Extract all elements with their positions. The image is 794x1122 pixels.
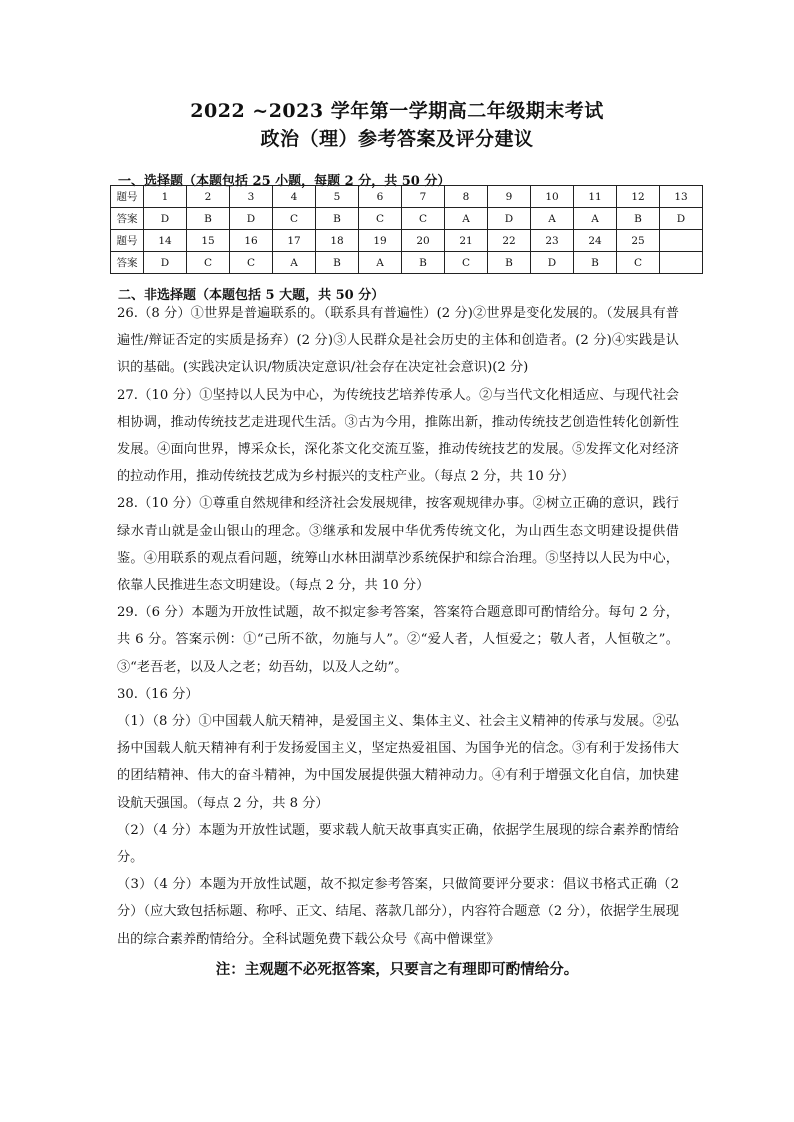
table-cell: 5 <box>316 186 359 208</box>
table-cell: C <box>230 252 273 274</box>
table-cell: D <box>531 252 574 274</box>
section2-heading: 二、非选择题（本题包括 5 大题，共 50 分） <box>118 288 385 303</box>
table-cell: 24 <box>574 230 617 252</box>
document-title: 2022 ~2023 学年第一学期高二年级期末考试 <box>190 100 604 122</box>
row-label: 题号 <box>111 186 144 208</box>
table-cell: 6 <box>359 186 402 208</box>
answer-body <box>117 300 679 953</box>
table-cell: C <box>445 252 488 274</box>
footer-note: 注：主观题不必死抠答案，只要言之有理即可酌情给分。 <box>215 961 579 978</box>
table-row <box>111 230 703 252</box>
answer-q28: 28.（10 分）①尊重自然规律和经济社会发展规律，按客观规律办事。②树立正确的意识，践行绿水青山就是金山银山的理念。③继承和发展中华优秀传统文化，为山西生态文明建设提供借鉴。④用联系的观点看问题，统筹山水林田湖草沙系统保护和综合治理。⑤坚持以人民为中心，依靠人民推进生态文明建设。（每点 2 分，共 10 分） <box>117 496 679 594</box>
table-cell: 14 <box>144 230 187 252</box>
table-cell: 9 <box>488 186 531 208</box>
answer-q26: 26.（8 分）①世界是普遍联系的。（联系具有普遍性）(2 分)②世界是变化发展的。（发展具有普遍性/辩证否定的实质是扬弃）(2 分)③人民群众是社会历史的主体和创造者。(2 分)④实践是认识的基础。(实践决定认识/物质决定意识/社会存在决定社会意识)(2 分) <box>117 306 679 376</box>
answer-q30-heading: 30.（16 分） <box>117 686 199 702</box>
table-cell <box>660 252 703 274</box>
table-cell: 1 <box>144 186 187 208</box>
table-cell: 12 <box>617 186 660 208</box>
table-cell: 10 <box>531 186 574 208</box>
table-cell: 11 <box>574 186 617 208</box>
table-cell: 2 <box>187 186 230 208</box>
table-cell: 20 <box>402 230 445 252</box>
row-label: 答案 <box>111 252 144 274</box>
table-cell: D <box>660 208 703 230</box>
table-cell: B <box>402 252 445 274</box>
table-cell: 13 <box>660 186 703 208</box>
table-cell: 15 <box>187 230 230 252</box>
table-cell: A <box>273 252 316 274</box>
table-row <box>111 208 703 230</box>
table-cell: 25 <box>617 230 660 252</box>
table-cell: 4 <box>273 186 316 208</box>
row-label: 题号 <box>111 230 144 252</box>
table-cell: 19 <box>359 230 402 252</box>
answer-q29: 29.（6 分）本题为开放性试题，故不拟定参考答案，答案符合题意即可酌情给分。每句 2 分，共 6 分。答案示例：①“己所不欲，勿施与人”。②“爱人者，人恒爱之；敬人者，人恒敬之”。③“老吾老，以及人之老；幼吾幼，以及人之幼”。 <box>117 605 679 675</box>
table-cell: D <box>144 208 187 230</box>
table-cell: 7 <box>402 186 445 208</box>
answer-q30-part3: （3）（4 分）本题为开放性试题，故不拟定参考答案，只做简要评分要求：倡议书格式正确（2 分）（应大致包括标题、称呼、正文、结尾、落款几部分），内容符合题意（2 分），依据学生展现出的综合素养酌情给分。全科试题免费下载公众号《高中僧课堂》 <box>117 877 679 947</box>
table-cell: A <box>531 208 574 230</box>
table-cell <box>660 230 703 252</box>
table-cell: C <box>402 208 445 230</box>
table-cell: C <box>273 208 316 230</box>
table-cell: 3 <box>230 186 273 208</box>
table-cell: B <box>488 252 531 274</box>
answer-q30-part1: （1）（8 分）①中国载人航天精神，是爱国主义、集体主义、社会主义精神的传承与发展。②弘扬中国载人航天精神有利于发扬爱国主义，坚定热爱祖国、为国争光的信念。③有利于发扬伟大的团结精神、伟大的奋斗精神，为中国发展提供强大精神动力。④有利于增强文化自信，加快建设航天强国。（每点 2 分，共 8 分） <box>117 714 679 811</box>
table-cell: D <box>230 208 273 230</box>
section1-heading: 一、选择题（本题包括 25 小题，每题 2 分，共 50 分） <box>118 174 451 189</box>
table-cell: B <box>316 208 359 230</box>
table-cell: 22 <box>488 230 531 252</box>
table-cell: D <box>144 252 187 274</box>
table-cell: C <box>617 252 660 274</box>
table-cell: A <box>574 208 617 230</box>
table-cell: D <box>488 208 531 230</box>
table-cell: 16 <box>230 230 273 252</box>
multiple-choice-answer-table <box>110 185 703 274</box>
answer-q30-part2: （2）（4 分）本题为开放性试题，要求载人航天故事真实正确，依据学生展现的综合素养酌情给分。 <box>117 822 679 866</box>
table-cell: C <box>187 252 230 274</box>
answer-q27: 27.（10 分）①坚持以人民为中心，为传统技艺培养传承人。②与当代文化相适应、与现代社会相协调，推动传统技艺走进现代生活。③古为今用，推陈出新，推动传统技艺创造性转化创新性发展。④面向世界，博采众长，深化茶文化交流互鉴，推动传统技艺的发展。⑤发挥文化对经济的拉动作用，推动传统技艺成为乡村振兴的支柱产业。（每点 2 分，共 10 分） <box>117 387 679 485</box>
table-cell: B <box>316 252 359 274</box>
table-cell: A <box>445 208 488 230</box>
table-cell: B <box>187 208 230 230</box>
table-cell: C <box>359 208 402 230</box>
table-cell: A <box>359 252 402 274</box>
table-cell: 23 <box>531 230 574 252</box>
table-cell: B <box>574 252 617 274</box>
table-cell: 17 <box>273 230 316 252</box>
table-cell: B <box>617 208 660 230</box>
table-cell: 21 <box>445 230 488 252</box>
table-cell: 18 <box>316 230 359 252</box>
row-label: 答案 <box>111 208 144 230</box>
document-subtitle: 政治（理）参考答案及评分建议 <box>260 128 534 150</box>
table-row <box>111 186 703 208</box>
table-cell: 8 <box>445 186 488 208</box>
table-row <box>111 252 703 274</box>
